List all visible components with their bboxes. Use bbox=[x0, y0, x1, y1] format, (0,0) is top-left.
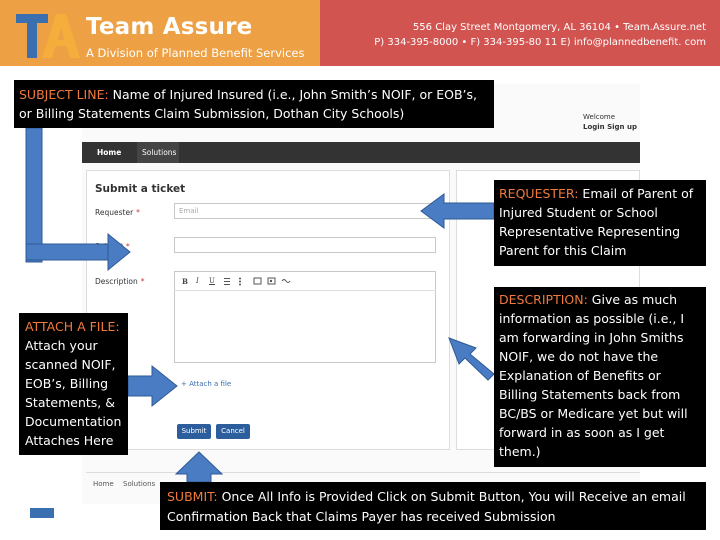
subject-line-callout: SUBJECT LINE: Name of Injured Insured (i.e., John Smith’s NOIF, or EOB’s, or Billing Statements Claim Submission, Dothan City Schools) bbox=[14, 80, 494, 128]
submit-button[interactable]: Submit bbox=[177, 424, 211, 439]
bold-button[interactable]: B bbox=[182, 277, 188, 286]
requester-arrow bbox=[421, 194, 494, 228]
footer-solutions-link[interactable]: Solutions bbox=[123, 480, 156, 488]
italic-button[interactable]: I bbox=[196, 277, 199, 285]
description-callout: DESCRIPTION: Give as much information as possible (i.e., I am forwarding in John Smiths NOIF, we do not have the Explanation of Benefits or Billing Statements back from BC/BS or Medicare yet but will forward in as soon as I get them.) bbox=[494, 287, 706, 467]
welcome-text: Welcome bbox=[583, 113, 616, 121]
cancel-button[interactable]: Cancel bbox=[216, 424, 250, 439]
nav-solutions-link[interactable]: Solutions bbox=[142, 148, 177, 157]
description-label: Description * bbox=[95, 277, 145, 286]
footer-home-link[interactable]: Home bbox=[93, 480, 114, 488]
subject-label: * bbox=[126, 242, 130, 251]
brand-name: Team Assure bbox=[86, 14, 253, 40]
brand-tagline: A Division of Planned Benefit Services bbox=[86, 46, 305, 60]
login-signup-links[interactable]: Login Sign up bbox=[583, 123, 637, 131]
requester-callout: REQUESTER: Email of Parent of Injured Student or School Representative Representing Parent for this Claim bbox=[494, 180, 706, 266]
address-line-1: 556 Clay Street Montgomery, AL 36104 • Team.Assure.net bbox=[412, 22, 706, 33]
underline-button[interactable]: U bbox=[209, 277, 215, 285]
subject-arrow bbox=[26, 128, 130, 270]
attach-file-callout: ATTACH A FILE: Attach your scanned NOIF, EOB’s, Billing Statements, & Documentation Attaches Here bbox=[19, 313, 128, 455]
attach-file-link[interactable]: + Attach a file bbox=[181, 380, 232, 388]
address-line-2: P) 334-395-8000 • F) 334-395-80 11 E) info@plannedbenefit. com bbox=[374, 37, 706, 48]
submit-arrow bbox=[176, 452, 222, 482]
submit-callout: SUBMIT: Once All Info is Provided Click on Submit Button, You will Receive an email Confirmation Back that Claims Payer has received Submission bbox=[160, 482, 706, 530]
form-title: Submit a ticket bbox=[95, 183, 186, 195]
requester-label: Requester * bbox=[95, 208, 140, 217]
nav-home-link[interactable]: Home bbox=[97, 148, 122, 157]
requester-email-input[interactable]: Email bbox=[174, 203, 436, 219]
attach-arrow bbox=[128, 366, 177, 406]
description-arrow bbox=[449, 338, 494, 380]
